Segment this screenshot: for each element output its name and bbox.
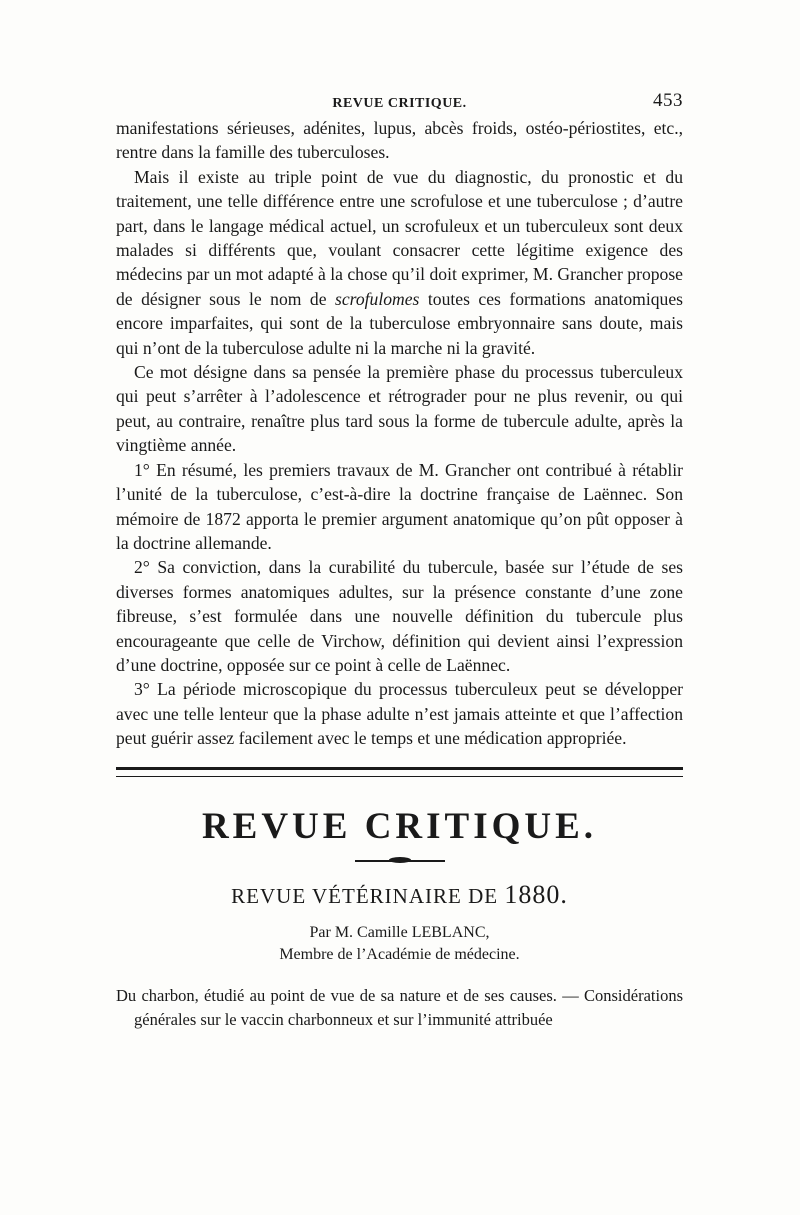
author-affiliation: Membre de l’Académie de médecine.	[279, 945, 520, 963]
running-title: REVUE CRITIQUE.	[332, 96, 467, 111]
body-paragraph	[116, 165, 683, 360]
page-number: 453	[653, 90, 683, 111]
body-paragraph	[116, 555, 683, 677]
page	[116, 88, 683, 1032]
body-paragraph	[116, 360, 683, 458]
running-head	[116, 88, 683, 116]
subsection-title	[116, 880, 683, 910]
paragraph-text: Ce mot désigne dans sa pensée la première phase du processus tuberculeux qui peut s’arrêter à l’adolescence et rétrograder pour ne plus revenir, ou qui peut, au contraire, renaître plus tard sous la forme de tubercule adulte, après la vingtième année.	[116, 362, 683, 456]
paragraph-text: 2° Sa conviction, dans la curabilité du tubercule, basée sur l’étude de ses diverses formes anatomiques adultes, sur la présence constante d’une zone fibreuse, s’est formulée dans une nouvelle définition du tubercule plus encourageante que celle de Virchow, définition qui devient ainsi l’expression d’une doctrine, opposée sur ce point à celle de Laënnec.	[116, 557, 683, 675]
body-paragraph	[116, 116, 683, 165]
paragraph-text: manifestations sérieuses, adénites, lupus, abcès froids, ostéo-périostites, etc., rentre dans la famille des tuberculoses.	[116, 118, 683, 163]
italic-term: scrofulomes	[335, 288, 420, 309]
paragraph-text: 3° La période microscopique du processus tuberculeux peut se développer avec une telle lenteur que la phase adulte n’est jamais atteinte et que l’affection peut guérir assez facilement avec le temps et une médication appropriée.	[116, 679, 683, 749]
body-paragraph	[116, 677, 683, 750]
paragraph-text: 1° En résumé, les premiers travaux de M. Grancher ont contribué à rétablir l’unité de la tuberculose, c’est-à-dire la doctrine française de Laënnec. Son mémoire de 1872 apporta le premier argument anatomique qu’on pût opposer à la doctrine allemande.	[116, 459, 683, 553]
subsection-title-text: REVUE VÉTÉRINAIRE DE	[231, 883, 499, 908]
ornament-divider	[355, 860, 445, 862]
body-text	[116, 116, 683, 751]
section-divider	[116, 767, 683, 777]
paragraph-text: Mais il existe au triple point de vue du diagnostic, du pronostic et du traitement, une telle différence entre une scrofulose et une tuberculose ; d’autre part, dans le langage médical actuel, un scrofuleux et un tuberculeux sont deux malades si différents que, voulant consacrer cette légitime exigence des médecins par un mot adapté à la chose qu’il doit exprimer, M. Grancher propose de désigner sous le nom de	[116, 166, 683, 309]
author-line: Par M. Camille LEBLANC,	[309, 923, 490, 941]
subsection-title-year: 1880.	[504, 879, 568, 909]
paragraph-text: toutes ces formations anatomiques encore imparfaites, qui sont de la tuberculose embryonnaire sans doute, mais qui n’ont de la tuberculose adulte ni la marche ni la gravité.	[116, 288, 684, 358]
body-paragraph	[116, 458, 683, 556]
section-title: REVUE CRITIQUE.	[201, 805, 598, 847]
entry-heading: Du charbon, étudié au point de vue de sa nature et de ses causes. — Considérations générales sur le vaccin charbonneux et sur l’immunité attribuée	[116, 985, 683, 1029]
